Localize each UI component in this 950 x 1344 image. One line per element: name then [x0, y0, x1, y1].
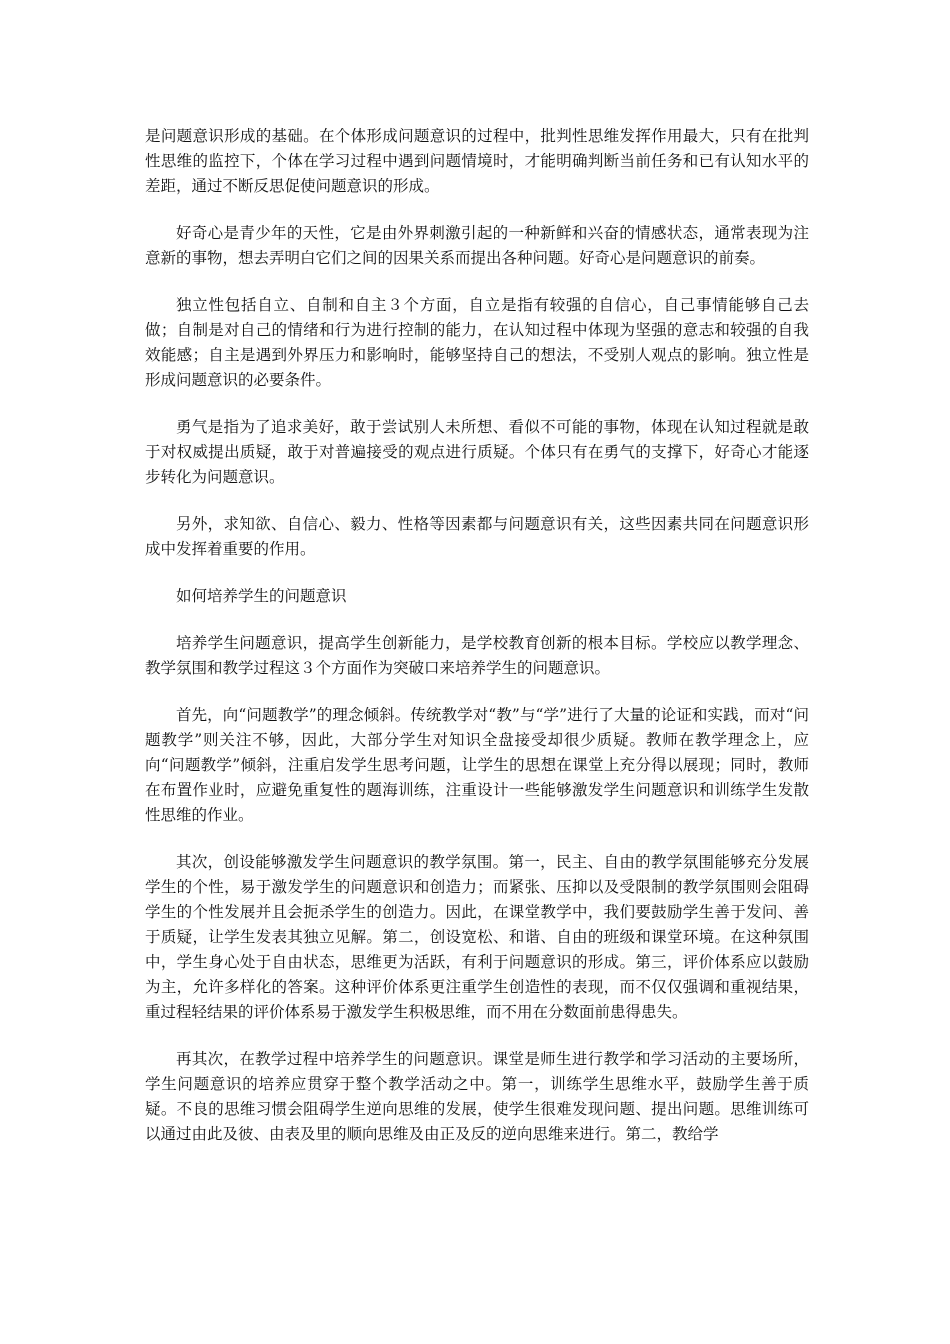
- paragraph-curiosity: 好奇心是青少年的天性，它是由外界刺激引起的一种新鲜和兴奋的情感状态，通常表现为注意新的事物，想去弄明白它们之间的因果关系而提出各种问题。好奇心是问题意识的前奏。: [145, 224, 809, 267]
- paragraph-critical-thinking: 是问题意识形成的基础。在个体形成问题意识的过程中，批判性思维发挥作用最大，只有在批判性思维的监控下，个体在学习过程中遇到问题情境时，才能明确判断当前任务和已有认知水平的差距，通过不断反思促使问题意识的形成。: [145, 127, 809, 195]
- paragraph-other-factors: 另外，求知欲、自信心、毅力、性格等因素都与问题意识有关，这些因素共同在问题意识形成中发挥着重要的作用。: [145, 515, 809, 558]
- paragraph-courage: 勇气是指为了追求美好，敢于尝试别人未所想、看似不可能的事物，体现在认知过程就是敢于对权威提出质疑，敢于对普遍接受的观点进行质疑。个体只有在勇气的支撑下，好奇心才能逐步转化为问题意识。: [145, 418, 809, 486]
- paragraph-third-process: 再其次，在教学过程中培养学生的问题意识。课堂是师生进行教学和学习活动的主要场所，学生问题意识的培养应贯穿于整个教学活动之中。第一，训练学生思维水平，鼓励学生善于质疑。不良的思维习惯会阻碍学生逆向思维的发展，使学生很难发现问题、提出问题。思维训练可以通过由此及彼、由表及里的顺向思维及由正及反的逆向思维来进行。第二，教给学: [145, 1050, 809, 1143]
- document-page: [145, 124, 809, 1169]
- section-heading: 如何培养学生的问题意识: [176, 587, 347, 605]
- paragraph-independence: 独立性包括自立、自制和自主３个方面，自立是指有较强的自信心，自己事情能够自己去做；自制是对自己的情绪和行为进行控制的能力，在认知过程中体现为坚强的意志和较强的自我效能感；自主是遇到外界压力和影响时，能够坚持自己的想法，不受别人观点的影响。独立性是形成问题意识的必要条件。: [145, 296, 809, 389]
- paragraph-second-atmosphere: 其次，创设能够激发学生问题意识的教学氛围。第一，民主、自由的教学氛围能够充分发展学生的个性，易于激发学生的问题意识和创造力；而紧张、压抑以及受限制的教学氛围则会阻碍学生的个性发展并且会扼杀学生的创造力。因此，在课堂教学中，我们要鼓励学生善于发问、善于质疑，让学生发表其独立见解。第二，创设宽松、和谐、自由的班级和课堂环境。在这种氛围中，学生身心处于自由状态，思维更为活跃，有利于问题意识的形成。第三，评价体系应以鼓励为主，允许多样化的答案。这种评价体系更注重学生创造性的表现，而不仅仅强调和重视结果，重过程轻结果的评价体系易于激发学生积极思维，而不用在分数面前患得患失。: [145, 853, 809, 1021]
- paragraph-cultivation-goal: 培养学生问题意识，提高学生创新能力，是学校教育创新的根本目标。学校应以教学理念、教学氛围和教学过程这３个方面作为突破口来培养学生的问题意识。: [145, 634, 809, 677]
- paragraph-first-concept: 首先，向“问题教学”的理念倾斜。传统教学对“教”与“学”进行了大量的论证和实践，而对“问题教学”则关注不够，因此，大部分学生对知识全盘接受却很少质疑。教师在教学理念上，应向“问题教学”倾斜，注重启发学生思考问题，让学生的思想在课堂上充分得以展现；同时，教师在布置作业时，应避免重复性的题海训练，注重设计一些能够激发学生问题意识和训练学生发散性思维的作业。: [145, 706, 809, 824]
